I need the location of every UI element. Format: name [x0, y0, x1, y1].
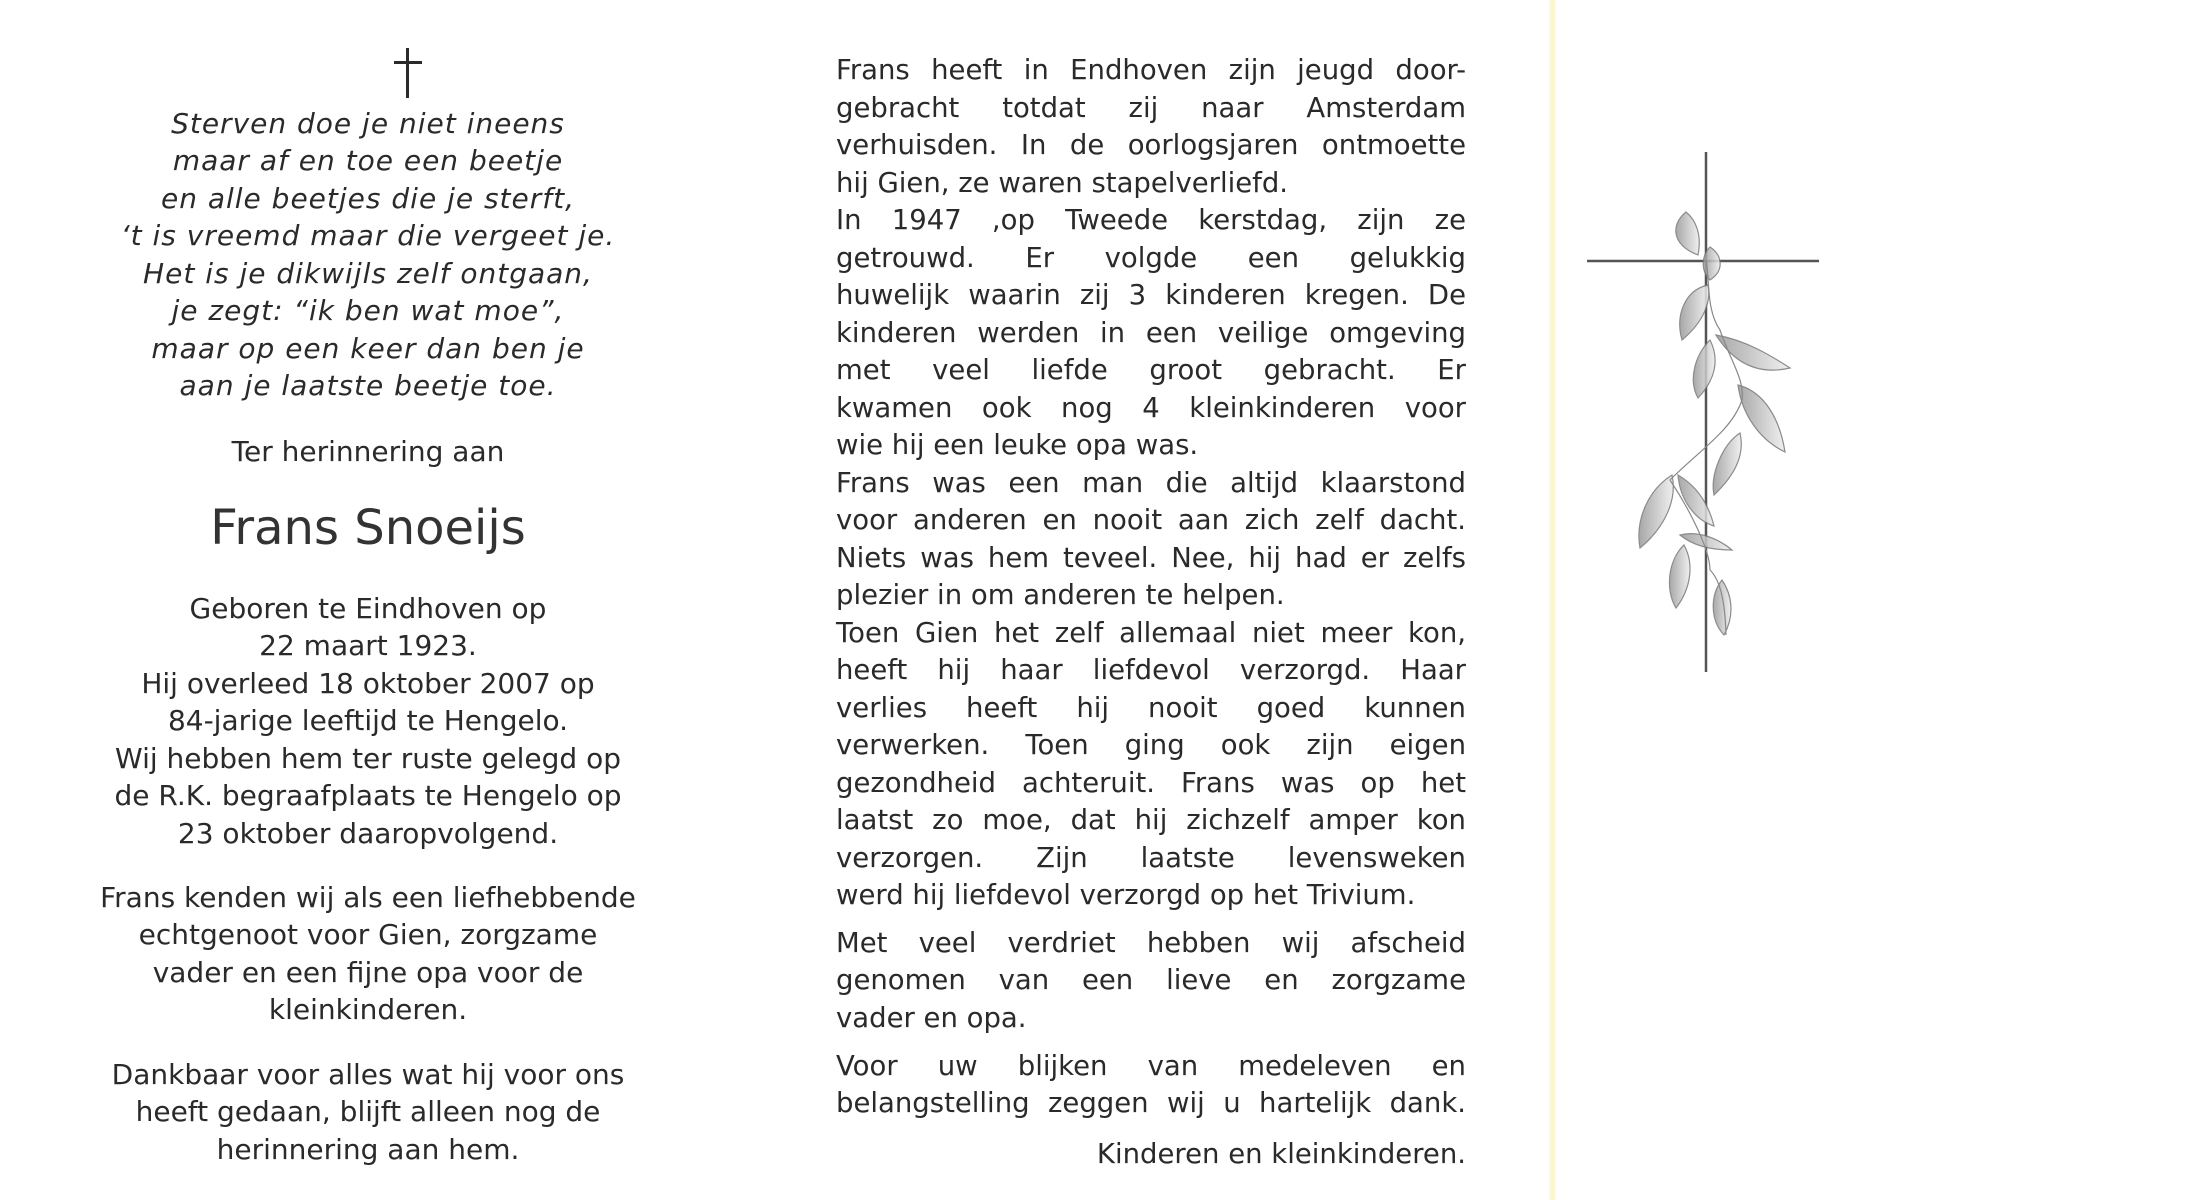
farewell-line: Met veel verdriet hebben wij afscheid [836, 927, 1466, 959]
cross-with-leaves-icon [1560, 130, 1820, 690]
bio-line: 22 maart 1923. [259, 629, 477, 662]
thanks-line: herinnering aan hem. [216, 1133, 520, 1166]
story-line: verzorgen. Zijn laatste levensweken [836, 841, 1466, 874]
story-line: kwamen ook nog 4 kleinkinderen voor [836, 391, 1466, 424]
remembrance-intro: Ter herinnering aan [231, 435, 505, 468]
story-line: Frans heeft in Endhoven zijn jeugd door- [836, 54, 1466, 86]
poem-line: maar af en toe een beetje [172, 144, 564, 177]
story-line: gebracht totdat zij naar Amsterdam [836, 91, 1466, 124]
story-line: kinderen werden in een veilige omgeving [836, 316, 1466, 349]
story-line: gezondheid achteruit. Frans was op het [836, 766, 1466, 799]
deceased-name: Frans Snoeijs [210, 500, 526, 556]
tribute-line: vader en een fijne opa voor de [152, 956, 584, 989]
tribute-line: kleinkinderen. [268, 993, 468, 1026]
farewell-line: vader en opa. [836, 1002, 1027, 1034]
bio-line: Geboren te Eindhoven op [189, 592, 547, 625]
poem-line: je zegt: “ik ben wat moe”, [171, 294, 565, 327]
thanks-line: Dankbaar voor alles wat hij voor ons [111, 1058, 625, 1091]
gratitude-line: Voor uw blijken van medeleven en [836, 1050, 1466, 1082]
poem-line: Sterven doe je niet ineens [171, 107, 565, 140]
poem-line: Het is je dikwijls zelf ontgaan, [143, 257, 593, 290]
bio-line: de R.K. begraafplaats te Hengelo op [114, 779, 622, 812]
tribute-line: echtgenoot voor Gien, zorgzame [138, 918, 598, 951]
bio-line: Hij overleed 18 oktober 2007 op [141, 667, 595, 700]
story-line: In 1947 ,op Tweede kerstdag, zijn ze [836, 204, 1466, 236]
story-line: met veel liefde groot gebracht. Er [836, 354, 1466, 386]
story-line: werd hij liefdevol verzorgd op het Trivium. [836, 879, 1416, 911]
poem-line: en alle beetjes die je sterft, [160, 182, 576, 215]
farewell-line: genomen van een lieve en zorgzame [836, 964, 1466, 996]
bio-line: 23 oktober daaropvolgend. [177, 817, 559, 850]
bio-line: 84-jarige leeftijd te Hengelo. [167, 704, 569, 737]
poem-line: maar op een keer dan ben je [151, 332, 585, 365]
story-line: verlies heeft hij nooit goed kunnen [836, 691, 1466, 724]
story-line: laatst zo moe, dat hij zichzelf amper kon [836, 804, 1466, 836]
thanks-line: heeft gedaan, blijft alleen nog de [135, 1095, 601, 1128]
story-line: huwelijk waarin zij 3 kinderen kregen. De [836, 279, 1466, 311]
story-line: Toen Gien het zelf allemaal niet meer kon, [836, 616, 1466, 649]
story-line: verwerken. Toen ging ook zijn eigen [836, 729, 1466, 761]
story-line: verhuisden. In de oorlogsjaren ontmoette [836, 129, 1466, 161]
cross-icon [394, 48, 422, 98]
story-line: getrouwd. Er volgde een gelukkig [836, 241, 1466, 274]
story-line: plezier in om anderen te helpen. [836, 579, 1285, 611]
story-line: voor anderen en nooit aan zich zelf dacht. [836, 504, 1466, 536]
story-line: heeft hij haar liefdevol verzorgd. Haar [836, 654, 1466, 686]
story-line: Niets was hem teveel. Nee, hij had er zelfs [836, 541, 1466, 574]
story-line: wie hij een leuke opa was. [836, 429, 1199, 461]
gratitude-line: belangstelling zeggen wij u hartelijk dank. [836, 1087, 1466, 1119]
poem-line: aan je laatste beetje toe. [179, 369, 557, 402]
poem-line: ‘t is vreemd maar die vergeet je. [120, 219, 616, 252]
tribute-line: Frans kenden wij als een liefhebbende [100, 881, 636, 914]
story-line: hij Gien, ze waren stapelverliefd. [836, 166, 1289, 199]
bio-line: Wij hebben hem ter ruste gelegd op [115, 742, 621, 775]
story-line: Frans was een man die altijd klaarstond [836, 466, 1466, 499]
signature: Kinderen en kleinkinderen. [1096, 1138, 1466, 1170]
card-fold [1548, 0, 1556, 1200]
